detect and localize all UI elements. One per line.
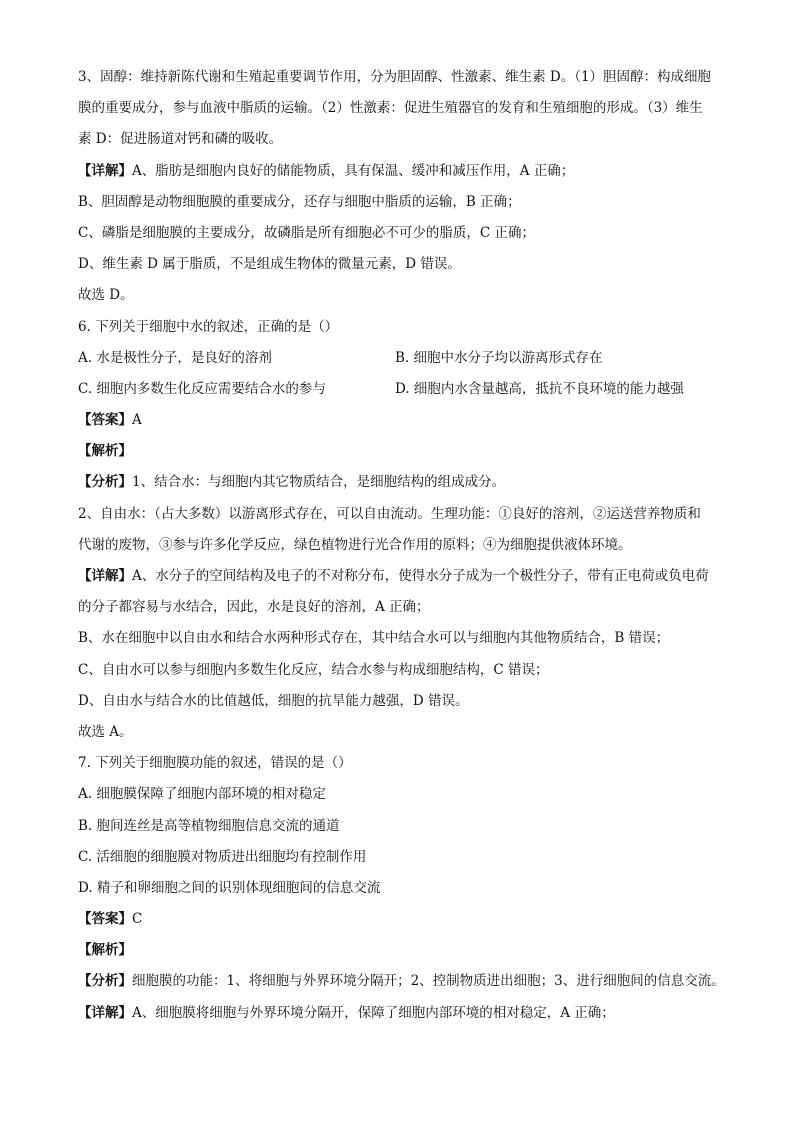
paragraph-line: 素 D：促进肠道对钙和磷的吸收。	[78, 131, 283, 148]
section-tag: 【详解】	[78, 568, 132, 584]
paragraph-line: C. 活细胞的细胞膜对物质进出细胞均有控制作用	[78, 848, 367, 865]
document-page	[78, 62, 728, 1029]
paragraph-line: 代谢的废物，③参与许多化学反应，绿色植物进行光合作用的原料；④为细胞提供液体环境。	[78, 536, 632, 553]
paragraph-line: D、自由水与结合水的比值越低，细胞的抗旱能力越强，D 错误。	[78, 692, 469, 709]
answer-options-row	[78, 374, 728, 405]
section-tag: 【分析】	[78, 973, 132, 990]
option-left: A. 水是极性分子，是良好的溶剂	[78, 349, 272, 366]
tagged-paragraph-line	[78, 935, 728, 966]
paragraph-line: 6. 下列关于细胞中水的叙述，正确的是（）	[78, 318, 339, 335]
option-left: C. 细胞内多数生化反应需要结合水的参与	[78, 380, 326, 397]
section-tag: 【答案】	[78, 412, 132, 429]
tagged-paragraph-line	[78, 156, 728, 187]
paragraph-text: A、水分子的空间结构及电子的不对称分布，使得水分子成为一个极性分子，带有正电荷或负电荷	[132, 568, 709, 584]
paragraph-text: 细胞膜的功能：1、将细胞与外界环境分隔开；2、控制物质进出细胞；3、进行细胞间的信息交流。	[132, 973, 725, 990]
paragraph-text: A、脂肪是细胞内良好的储能物质，具有保温、缓冲和减压作用，A 正确；	[132, 162, 575, 179]
section-tag: 【解析】	[78, 443, 132, 460]
paragraph-text: 1、结合水：与细胞内其它物质结合，是细胞结构的组成成分。	[132, 474, 506, 491]
paragraph-line: C、磷脂是细胞膜的主要成分，故磷脂是所有细胞必不可少的脂质，C 正确；	[78, 224, 535, 241]
paragraph-line: 故选 D。	[78, 287, 134, 304]
paragraph-line: D、维生素 D 属于脂质，不是组成生物体的微量元素，D 错误。	[78, 256, 461, 273]
section-tag: 【解析】	[78, 942, 132, 959]
paragraph-line: C、自由水可以参与细胞内多数生化反应，结合水参与构成细胞结构，C 错误；	[78, 661, 549, 678]
tagged-paragraph-line	[78, 405, 728, 436]
section-tag: 【分析】	[78, 474, 132, 491]
paragraph-line: 2、自由水：（占大多数）以游离形式存在，可以自由流动。生理功能：①良好的溶剂，②运送营养物质和	[78, 505, 701, 522]
section-tag: 【详解】	[78, 162, 132, 179]
section-tag: 【详解】	[78, 1004, 132, 1021]
paragraph-line: D. 精子和卵细胞之间的识别体现细胞间的信息交流	[78, 879, 381, 896]
paragraph-line: B、水在细胞中以自由水和结合水两种形式存在，其中结合水可以与细胞内其他物质结合，B 错误；	[78, 630, 670, 647]
option-right: B. 细胞中水分子均以游离形式存在	[395, 349, 603, 366]
tagged-paragraph-line	[78, 904, 728, 935]
paragraph-line: 故选 A。	[78, 723, 133, 740]
option-right: D. 细胞内水含量越高，抵抗不良环境的能力越强	[395, 380, 684, 397]
tagged-paragraph-line	[78, 998, 728, 1029]
paragraph-line: 7. 下列关于细胞膜功能的叙述，错误的是（）	[78, 755, 352, 772]
paragraph-line: 3、固醇：维持新陈代谢和生殖起重要调节作用，分为胆固醇、性激素、维生素 D。（1）胆固醇：构成细胞	[78, 69, 712, 85]
tagged-paragraph-line	[78, 966, 728, 997]
tagged-paragraph-line	[78, 436, 728, 467]
tagged-paragraph-line	[78, 467, 728, 498]
section-tag: 【答案】	[78, 911, 132, 928]
paragraph-text: A	[132, 412, 142, 429]
paragraph-line: B. 胞间连丝是高等植物细胞信息交流的通道	[78, 817, 340, 834]
paragraph-line: 的分子都容易与水结合，因此，水是良好的溶剂，A 正确；	[78, 599, 430, 616]
paragraph-line: B、胆固醇是动物细胞膜的重要成分，还存与细胞中脂质的运输，B 正确；	[78, 193, 521, 210]
paragraph-line: 膜的重要成分，参与血液中脂质的运输。（2）性激素：促进生殖器官的发育和生殖细胞的形成。（3）维生	[78, 100, 703, 117]
tagged-paragraph-line	[78, 561, 728, 592]
paragraph-text: A、细胞膜将细胞与外界环境分隔开，保障了细胞内部环境的相对稳定，A 正确；	[132, 1004, 615, 1021]
answer-options-row	[78, 343, 728, 374]
paragraph-line: A. 细胞膜保障了细胞内部环境的相对稳定	[78, 786, 326, 803]
paragraph-text: C	[132, 911, 143, 928]
